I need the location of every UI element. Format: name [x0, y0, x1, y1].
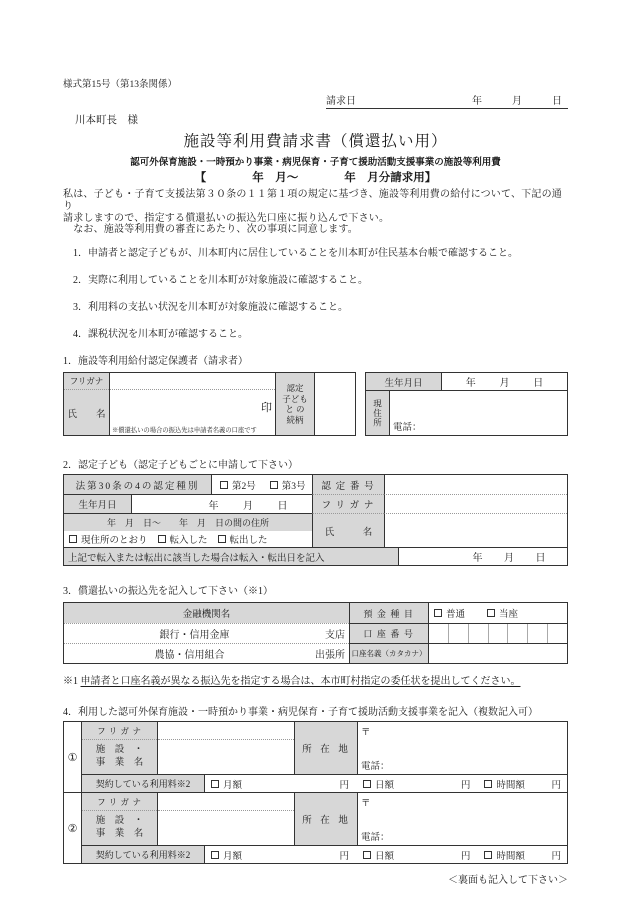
- facility1-name-input[interactable]: [158, 740, 294, 774]
- consent-item-4: 4．課税状況を川本町が確認すること。: [73, 329, 248, 341]
- section3-heading: 3．償還払いの振込先を記入して下さい（※1）: [63, 586, 273, 598]
- day-label: 日: [535, 553, 546, 565]
- form-sheet: [63, 0, 568, 886]
- checkbox-icon[interactable]: [363, 780, 371, 788]
- account-number-box[interactable]: [448, 624, 468, 643]
- address-option-moveout-label: 転出した: [229, 536, 268, 547]
- intro-line-1: 私は、子ども・子育て支援法第３０条の１１第１項の規定に基づき、施設等利用費の給付について、下記の通り: [63, 189, 562, 212]
- year-label: 年: [208, 500, 219, 512]
- claim-day-label: 日: [552, 96, 562, 107]
- checkbox-icon[interactable]: [363, 851, 371, 859]
- relation-label: [275, 373, 314, 435]
- yen-label: 円: [551, 851, 561, 862]
- section4-heading: 4．利用した認可外保育施設・一時預かり事業・病児保育・子育て援助活動支援事業を記入（複数記入可）: [63, 707, 538, 719]
- account-number-box[interactable]: [429, 624, 448, 643]
- checkbox-icon[interactable]: [69, 535, 77, 543]
- section2-heading: 2．認定子ども（認定子どもごとに申請して下さい）: [63, 460, 298, 472]
- note-1: [63, 672, 568, 687]
- facility1-furigana-input[interactable]: [158, 722, 294, 740]
- facility1-phone-label: 電話：: [361, 762, 390, 773]
- facility1-fee-label: 契約している利用料※2: [82, 775, 204, 792]
- claim-month-label: 月: [512, 96, 522, 107]
- fee-hourly-2[interactable]: [484, 848, 561, 862]
- relation-label-line1: 認定: [286, 383, 304, 394]
- applicant-furigana-label: フリガナ: [64, 373, 109, 390]
- checkbox-icon[interactable]: [434, 609, 442, 617]
- deposit-option-current[interactable]: [487, 606, 518, 620]
- checkbox-icon[interactable]: [484, 851, 492, 859]
- deposit-type-options: [428, 603, 567, 623]
- claim-date-line: [326, 92, 568, 109]
- account-number-box[interactable]: [527, 624, 547, 643]
- fee-hourly-label: 時間額: [496, 851, 525, 862]
- entry-number-1: ①: [67, 751, 78, 764]
- applicant-address-input[interactable]: [389, 391, 567, 435]
- address-option-movein-label: 転入した: [169, 536, 208, 547]
- note-1-ref: ※1: [63, 676, 78, 688]
- checkbox-icon[interactable]: [158, 535, 166, 543]
- applicant-birth-address-table: [365, 372, 568, 436]
- facility2-name-input[interactable]: [158, 811, 294, 845]
- address-status-options: [64, 531, 312, 547]
- branch-label-1: 支店: [325, 630, 345, 642]
- relation-label-line3: と の: [285, 404, 305, 415]
- address-option-moveout[interactable]: [218, 532, 268, 546]
- consent-list: [63, 244, 568, 340]
- relation-label-line4: 続柄: [286, 414, 304, 425]
- child-birthdate-label: 生年月日: [64, 494, 131, 513]
- facility-name-label-line2: 事 業 名: [95, 758, 144, 769]
- relation-input[interactable]: [314, 373, 355, 435]
- certified-child-table: [63, 474, 568, 566]
- move-date-input[interactable]: [398, 547, 567, 565]
- child-furigana-input[interactable]: [384, 494, 567, 513]
- applicant-birthdate-input[interactable]: [441, 373, 567, 390]
- payee-account-note: ※償還払いの場合の振込先は申請者名義の口座です: [112, 427, 257, 435]
- bank-name-input-row1[interactable]: [64, 623, 349, 643]
- checkbox-icon[interactable]: [487, 609, 495, 617]
- account-number-input[interactable]: [428, 623, 567, 643]
- applicant-name-input[interactable]: [110, 390, 275, 435]
- bank-name-input-row2[interactable]: [64, 643, 349, 663]
- intro-paragraph: [63, 189, 568, 236]
- facility2-fee-label: 契約している利用料※2: [82, 846, 204, 863]
- intro-line-3: なお、施設等利用費の審査にあたり、次の事項に同意します。: [63, 224, 358, 236]
- checkbox-icon[interactable]: [211, 851, 219, 859]
- bank-type-label-2: 農協・信用組合: [154, 650, 225, 662]
- bank-type-label-1: 銀行・信用金庫: [159, 630, 230, 642]
- postal-mark: 〒: [361, 799, 371, 810]
- facility-name-label-line1: 施 設 ・: [95, 745, 144, 756]
- account-number-box[interactable]: [547, 624, 567, 643]
- subtitle: 認可外保育施設・一時預かり事業・病児保育・子育て援助活動支援事業の施設等利用費: [130, 158, 501, 168]
- applicant-furigana-input[interactable]: [110, 373, 275, 390]
- note-1-text: 申請者と口座名義が異なる振込先を指定する場合は、本市町村指定の委任状を提出してください。: [80, 676, 521, 688]
- address-option-same-label: 現住所のとおり: [81, 536, 148, 547]
- month-label: 月: [499, 378, 510, 390]
- section1-heading: 1．施設等利用給付認定保護者（請求者）: [63, 356, 248, 368]
- account-number-box[interactable]: [488, 624, 508, 643]
- year-label: 年: [465, 378, 476, 390]
- consent-item-1: 1．申請者と認定子どもが、川本町内に居住していることを川本町が住民基本台帳で確認すること。: [73, 248, 518, 260]
- checkbox-icon[interactable]: [270, 481, 278, 489]
- facility-table: [63, 721, 568, 864]
- yen-label: 円: [460, 780, 471, 791]
- cert-type-option-2-label: 第2号: [232, 481, 256, 492]
- fee-monthly-1[interactable]: [211, 777, 363, 791]
- yen-label: 円: [339, 851, 349, 862]
- postal-mark: 〒: [361, 728, 371, 739]
- fee-monthly-label: 月額: [223, 851, 243, 862]
- checkbox-icon[interactable]: [218, 535, 226, 543]
- facility2-name-label: [82, 811, 157, 845]
- facility-name-label-line2: 事 業 名: [95, 829, 144, 840]
- cert-type-options: [211, 475, 312, 494]
- seal-mark: 印: [261, 402, 272, 415]
- checkbox-icon[interactable]: [220, 481, 228, 489]
- account-number-box[interactable]: [507, 624, 527, 643]
- fee-daily-label: 日額: [375, 780, 395, 791]
- facility-name-label-line1: 施 設 ・: [95, 816, 144, 827]
- facility2-fee-inputs: [204, 846, 567, 863]
- facility1-location-input[interactable]: [357, 722, 567, 774]
- current-address-label: 現住所: [366, 391, 389, 435]
- consent-item-2: 2．実際に利用していることを川本町が対象施設に確認すること。: [73, 275, 368, 287]
- applicant-name-label: 氏 名: [64, 390, 109, 435]
- facility1-furigana-label: フリガナ: [82, 722, 157, 740]
- claim-period-line: 【 年 月～ 年 月分請求用】: [194, 172, 437, 184]
- cert-number-input[interactable]: [384, 475, 567, 494]
- child-name-input[interactable]: [384, 513, 567, 547]
- deposit-option-current-label: 当座: [499, 610, 519, 621]
- intro-line-2: 請求しますので、指定する償還払いの振込先口座に振り込んで下さい。: [63, 212, 390, 224]
- checkbox-icon[interactable]: [211, 780, 219, 788]
- relation-label-line2: 子ども: [282, 393, 308, 404]
- address-period-label: 年 月 日～ 年 月 日の間の住所: [64, 513, 312, 531]
- cert-type-label: 法第30条の4の認定種別: [64, 475, 211, 494]
- facility2-location-label: 所在地: [294, 793, 357, 845]
- deposit-option-ordinary[interactable]: [434, 606, 465, 620]
- account-number-box[interactable]: [468, 624, 488, 643]
- facility-entry-2: [64, 792, 567, 863]
- facility-entry-1: [64, 722, 567, 792]
- facility2-location-input[interactable]: [357, 793, 567, 845]
- month-label: 月: [243, 500, 253, 512]
- entry-number-2: ②: [67, 822, 78, 835]
- fee-hourly-1[interactable]: [484, 777, 561, 791]
- bank-name-header: 金融機関名: [64, 603, 349, 623]
- yen-label: 円: [460, 851, 471, 862]
- fee-monthly-label: 月額: [223, 780, 243, 791]
- facility1-fee-inputs: [204, 775, 567, 792]
- account-holder-label: 口座名義（カタカナ）: [349, 643, 428, 663]
- address-option-movein[interactable]: [158, 532, 208, 546]
- child-birthdate-input[interactable]: [131, 494, 312, 513]
- fee-daily-label: 日額: [375, 851, 395, 862]
- claim-year-label: 年: [472, 96, 482, 107]
- cert-number-label: 認定番号: [312, 475, 384, 494]
- cert-type-option-2[interactable]: [220, 478, 256, 492]
- bank-transfer-table: [63, 602, 568, 664]
- child-furigana-label: フリガナ: [312, 494, 384, 513]
- form-code: 様式第15号（第13条関係）: [63, 80, 178, 90]
- fee-hourly-label: 時間額: [496, 780, 525, 791]
- section1-table-gap: [356, 372, 365, 436]
- branch-label-2: 出張所: [315, 650, 345, 662]
- deposit-type-label: 預金種目: [349, 603, 428, 623]
- year-label: 年: [472, 553, 483, 565]
- fee-daily-2[interactable]: [363, 848, 484, 862]
- address-option-same[interactable]: [69, 532, 148, 546]
- facility1-name-label: [82, 740, 157, 774]
- checkbox-icon[interactable]: [484, 780, 492, 788]
- day-label: 日: [533, 378, 544, 390]
- addressee: 川本町長 様: [75, 115, 138, 126]
- facility2-furigana-input[interactable]: [158, 793, 294, 811]
- facility2-furigana-label: フリガナ: [82, 793, 157, 811]
- yen-label: 円: [339, 780, 349, 791]
- day-label: 日: [277, 500, 288, 512]
- consent-item-3: 3．利用料の支払い状況を川本町が対象施設に確認すること。: [73, 302, 348, 314]
- applicant-table: [63, 372, 356, 436]
- account-number-label: 口座番号: [349, 623, 428, 643]
- child-name-label: 氏 名: [312, 513, 384, 547]
- claim-date-label: 請求日: [326, 96, 356, 107]
- applicant-birthdate-label: 生年月日: [366, 373, 441, 390]
- page-title: 施設等利用費請求書（償還払い用）: [183, 133, 448, 150]
- cert-type-option-3[interactable]: [270, 478, 306, 492]
- cert-type-option-3-label: 第3号: [281, 481, 306, 492]
- fee-daily-1[interactable]: [363, 777, 484, 791]
- yen-label: 円: [551, 780, 561, 791]
- move-date-note: 上記で転入または転出に該当した場合は転入・転出日を記入: [64, 547, 398, 565]
- month-label: 月: [504, 553, 514, 565]
- deposit-option-ordinary-label: 普通: [446, 610, 466, 621]
- section1-tables: [63, 372, 568, 436]
- account-holder-input[interactable]: [428, 643, 567, 663]
- facility1-location-label: 所在地: [294, 722, 357, 774]
- back-side-note: ＜裏面も記入して下さい＞: [448, 875, 568, 887]
- fee-monthly-2[interactable]: [211, 848, 363, 862]
- facility2-phone-label: 電話：: [361, 833, 390, 844]
- applicant-phone-label: 電話：: [393, 423, 422, 434]
